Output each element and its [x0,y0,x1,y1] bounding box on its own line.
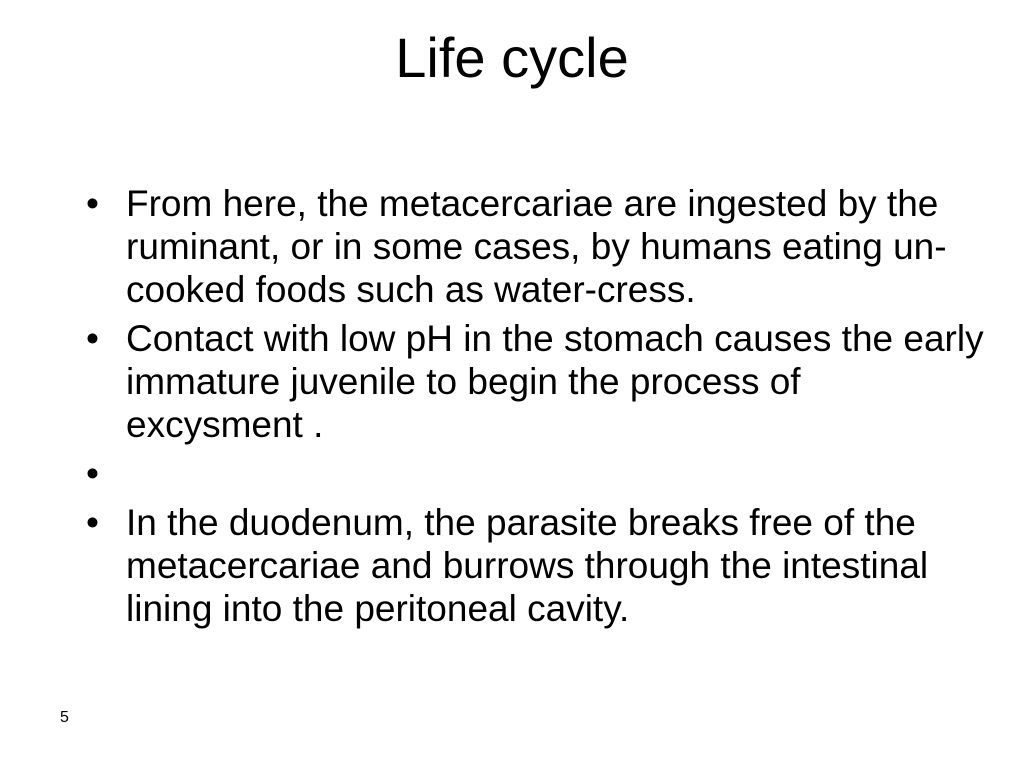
bullet-text-2: Contact with low pH in the stomach causes the early immature juvenile to begin the process of excysment . [126,318,984,445]
slide-number: 5 [60,709,69,726]
bullet-item-1 [86,182,986,311]
bullet-marker: • [86,183,99,224]
bullet-item-4 [86,501,986,630]
slide-title: Life cycle [395,26,629,89]
bullet-marker: • [86,502,99,543]
bullet-item-2 [86,317,986,446]
bullet-item-3 [86,452,986,495]
bullet-marker: • [86,318,99,359]
bullet-text-4: In the duodenum, the parasite breaks free of the metacercariae and burrows through the intestinal lining into the peritoneal cavity. [126,502,929,629]
bullet-list [86,182,986,636]
bullet-marker: • [86,453,99,494]
bullet-text-1: From here, the metacercariae are ingested by the ruminant, or in some cases, by humans eating un-cooked foods such as water-cress. [126,183,947,310]
